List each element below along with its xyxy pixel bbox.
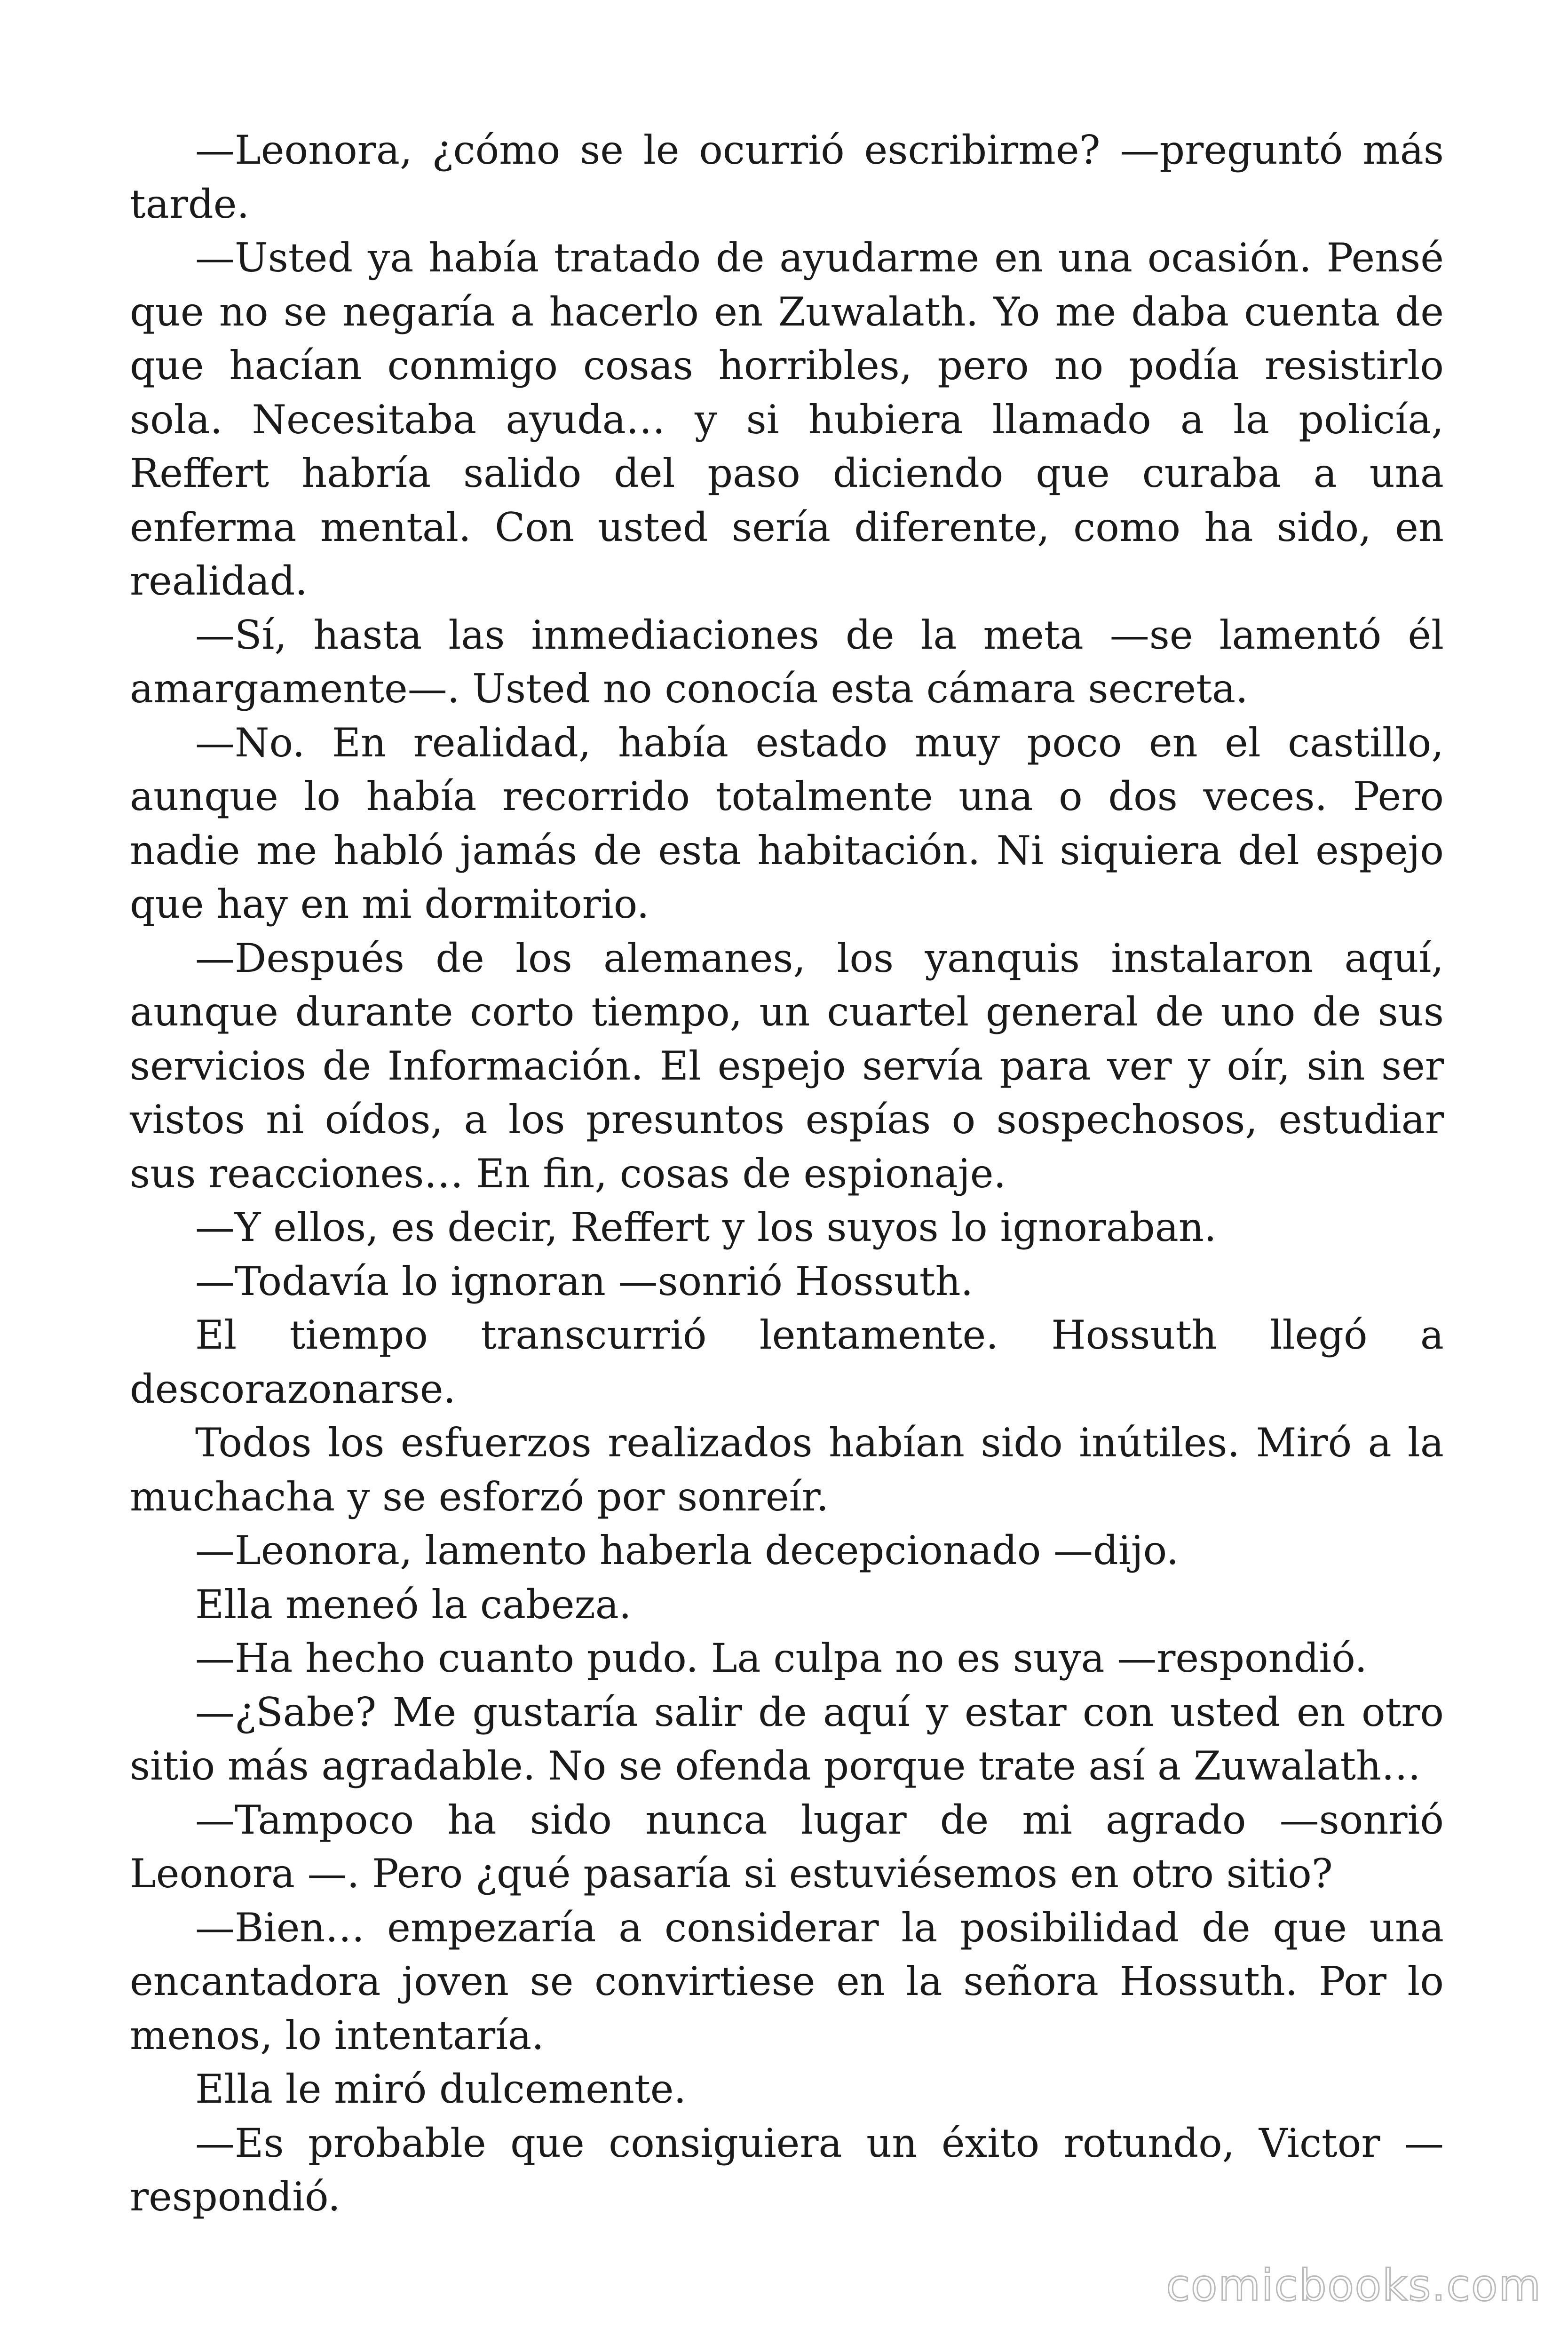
paragraph: Ella le miró dulcemente. xyxy=(195,2066,687,2112)
paragraph: —Bien… empezaría a considerar la posibilidad de que una encantadora joven se convirtiese en la señora Hossuth. Por lo menos, lo intentaría. xyxy=(130,1904,1444,2058)
paragraph: El tiempo transcurrió lentamente. Hossuth llegó a descorazonarse. xyxy=(130,1312,1444,1412)
paragraph: —Es probable que consiguiera un éxito rotundo, Victor — respondió. xyxy=(130,2120,1444,2220)
watermark: comicbooks.com xyxy=(1166,2260,1542,2311)
paragraph: Ella meneó la cabeza. xyxy=(195,1581,632,1628)
paragraph: —Leonora, ¿cómo se le ocurrió escribirme? —preguntó más tarde. xyxy=(130,127,1444,227)
paragraph: —Después de los alemanes, los yanquis instalaron aquí, aunque durante corto tiempo, un cuartel general de uno de sus servicios de Información. El espejo servía para ver y oír, sin ser vistos ni oídos, a los presuntos espías o sospechosos, estudiar sus reacciones… En fin, cosas de espionaje. xyxy=(130,935,1444,1197)
paragraph: —No. En realidad, había estado muy poco en el castillo, aunque lo había recorrido totalmente una o dos veces. Pero nadie me habló jamás de esta habitación. Ni siquiera del espejo que hay en mi dormitorio. xyxy=(130,719,1444,927)
paragraph: —Todavía lo ignoran —sonrió Hossuth. xyxy=(195,1258,974,1304)
paragraph: —Y ellos, es decir, Reffert y los suyos lo ignoraban. xyxy=(195,1204,1217,1250)
page-text xyxy=(130,123,1444,2224)
paragraph: —Sí, hasta las inmediaciones de la meta —se lamentó él amargamente—. Usted no conocía esta cámara secreta. xyxy=(130,612,1444,712)
paragraph: —Ha hecho cuanto pudo. La culpa no es suya —respondió. xyxy=(195,1635,1368,1681)
paragraph: —Usted ya había tratado de ayudarme en una ocasión. Pensé que no se negaría a hacerlo en Zuwalath. Yo me daba cuenta de que hacían conmigo cosas horribles, pero no podía resistirlo sola. Necesitaba ayuda… y si hubiera llamado a la policía, Reffert habría salido del paso diciendo que curaba a una enferma mental. Con usted sería diferente, como ha sido, en realidad. xyxy=(130,235,1444,604)
paragraph: —Leonora, lamento haberla decepcionado —dijo. xyxy=(195,1527,1179,1573)
paragraph: —Tampoco ha sido nunca lugar de mi agrado —sonrió Leonora —. Pero ¿qué pasaría si estuviésemos en otro sitio? xyxy=(130,1796,1444,1897)
paragraph: —¿Sabe? Me gustaría salir de aquí y estar con usted en otro sitio más agradable. No se ofenda porque trate así a Zuwalath… xyxy=(130,1689,1444,1789)
paragraph: Todos los esfuerzos realizados habían sido inútiles. Miró a la muchacha y se esforzó por sonreír. xyxy=(130,1420,1444,1520)
